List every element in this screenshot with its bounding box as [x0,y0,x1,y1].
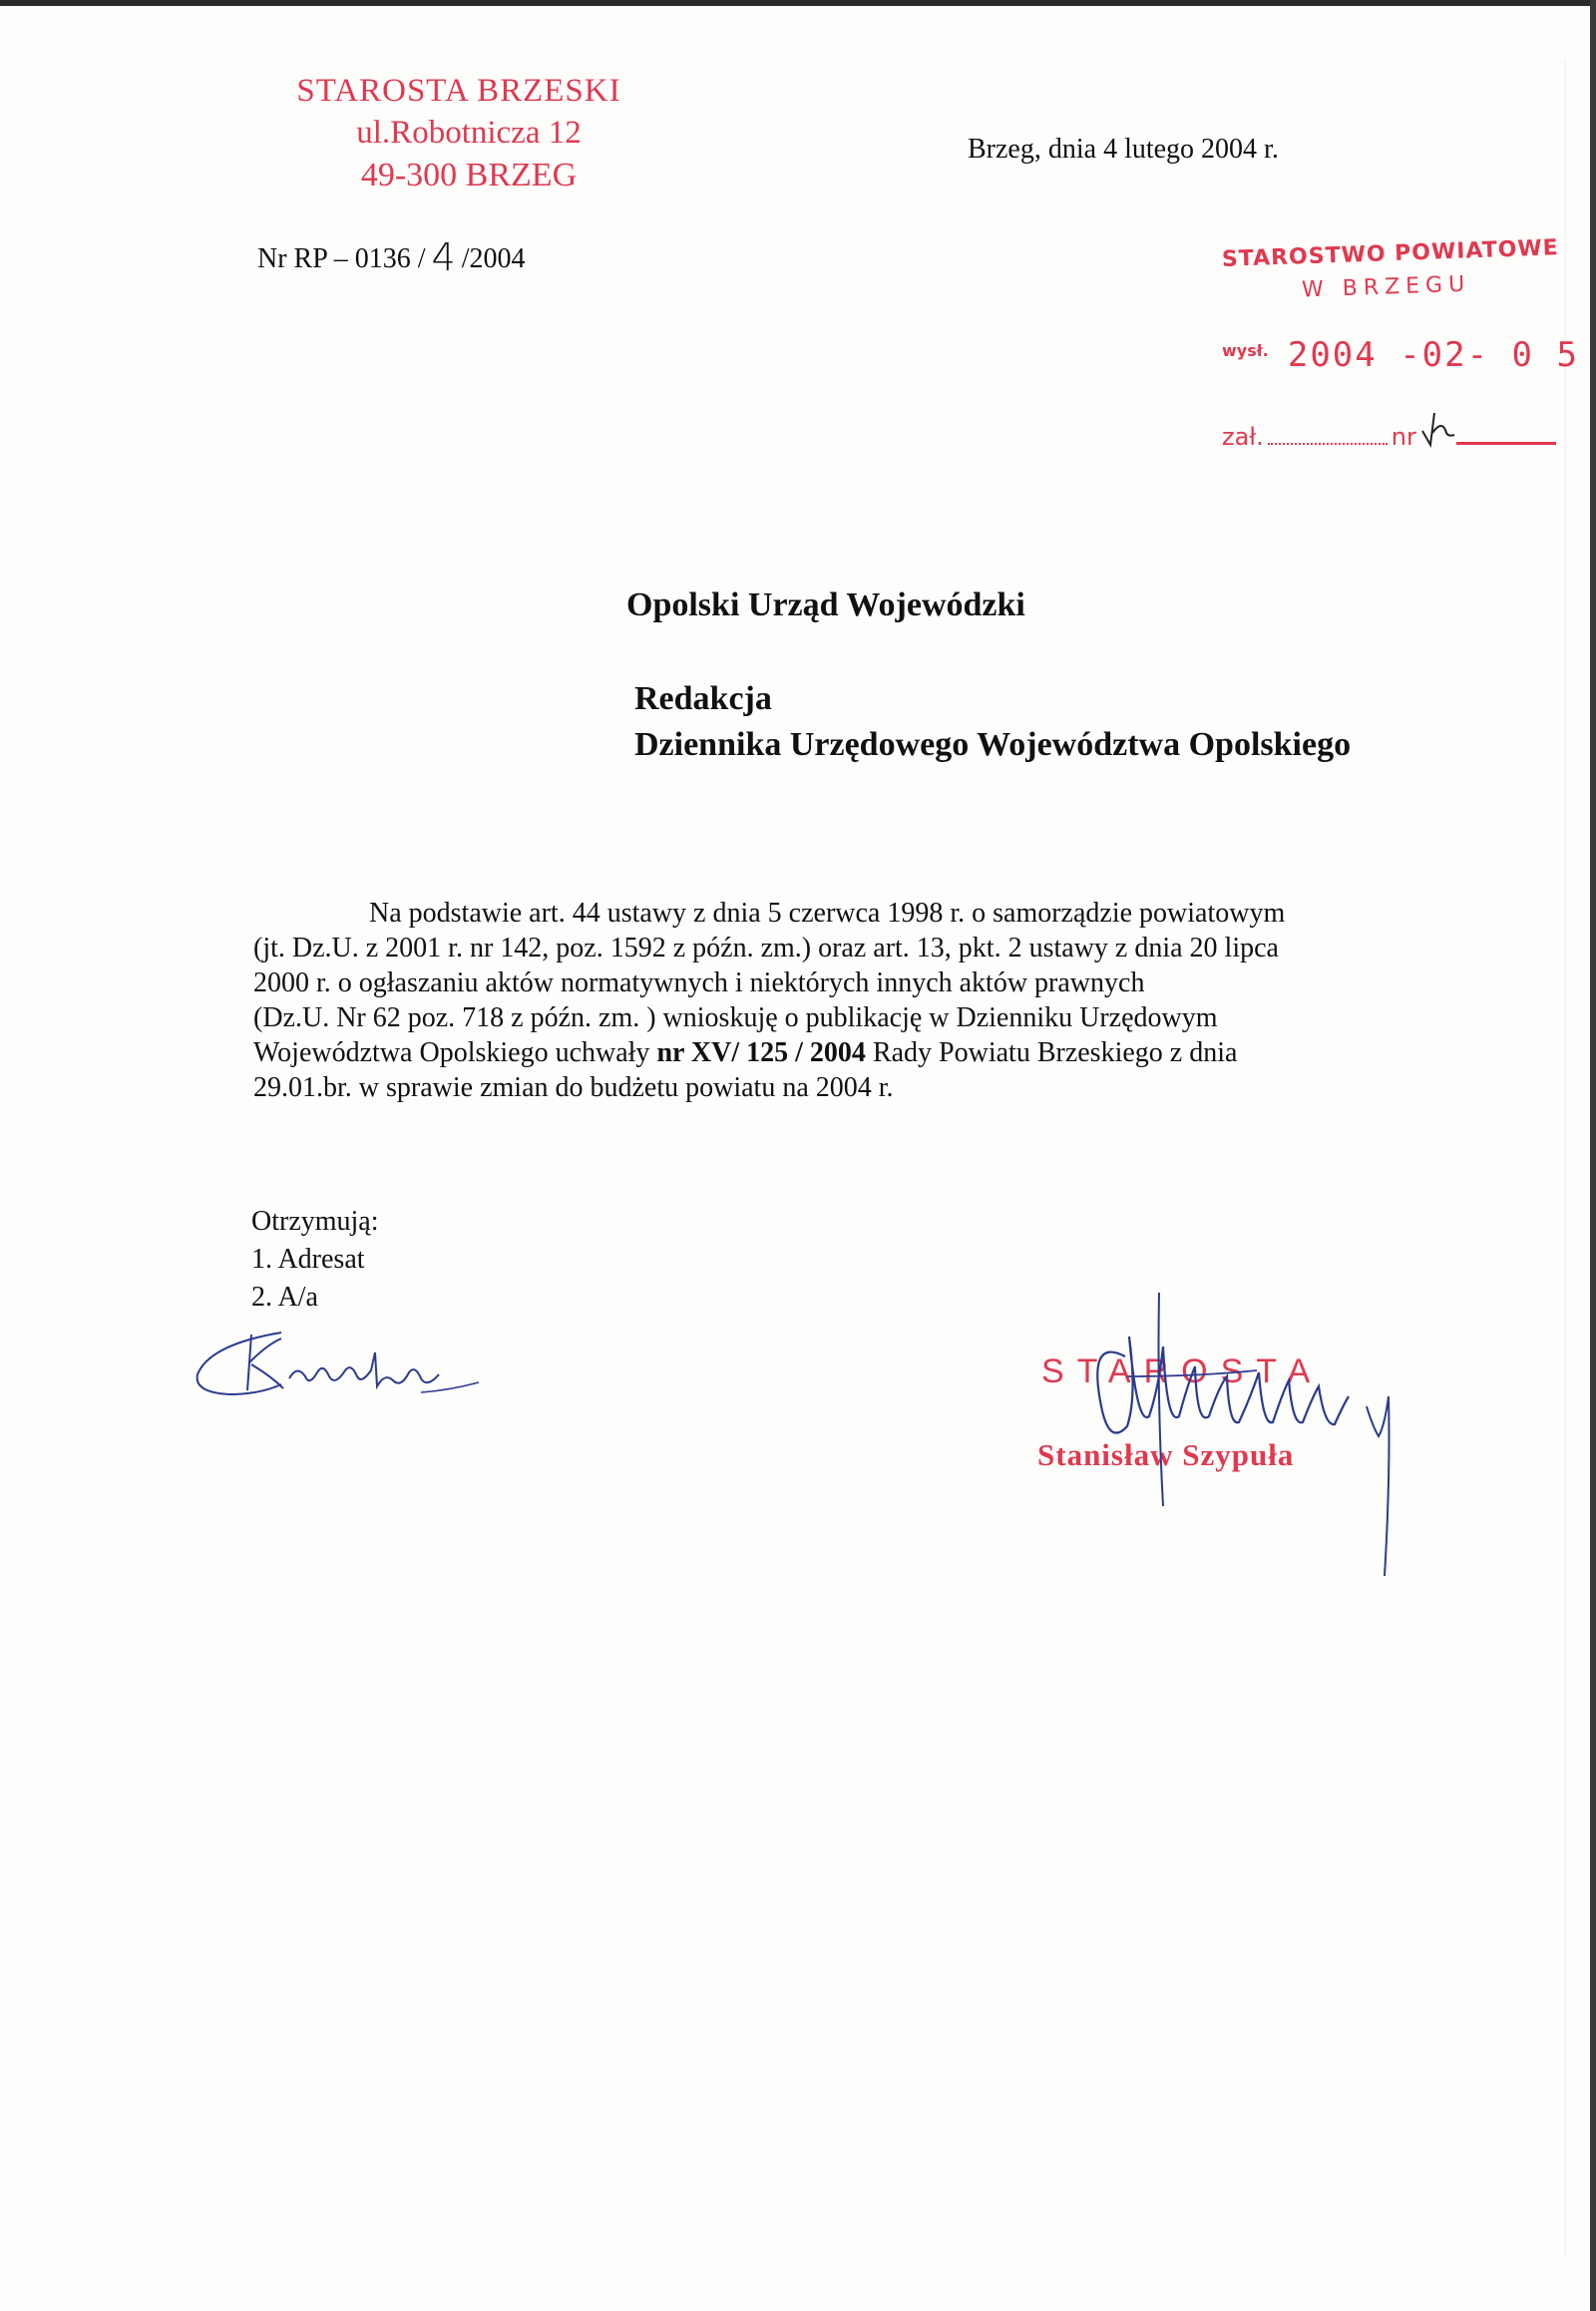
attachment-label: zał. [1222,423,1264,451]
scan-edge-top [0,0,1596,6]
distribution-list [251,1203,379,1317]
initials-mark [1416,409,1456,449]
preparer-signature [190,1315,489,1414]
issuer-street: ul.Robotnicza 12 [356,115,582,151]
body-line-1: Na podstawie art. 44 ustawy z dnia 5 czerwca 1998 r. o samorządzie powiatowym [369,898,1286,929]
recipient-office: Opolski Urząd Wojewódzki [626,586,1025,623]
recipient-block [626,586,1351,764]
body-line-3: 2000 r. o ogłaszaniu aktów normatywnych i niektórych innych aktów prawnych [253,967,1145,998]
distribution-item: 2. A/a [251,1282,318,1313]
recipient-line1: Redakcja [634,680,772,717]
dispatch-stamp-office: STAROSTWO POWIATOWE [1221,235,1560,272]
body-line-5-before: Województwa Opolskiego uchwały [253,1037,657,1068]
scan-edge-right [1590,0,1596,2311]
starosta-signature [1067,1277,1486,1616]
reference-number [257,235,526,279]
distribution-item: 1. Adresat [251,1244,365,1275]
body-line-4: (Dz.U. Nr 62 poz. 718 z późn. zm. ) wnioskuję o publikację w Dzienniku Urzędowym [253,1002,1218,1033]
signatory-name: Stanisław Szypuła [1037,1437,1295,1472]
issuer-title: STAROSTA BRZESKI [296,73,621,109]
issuer-city: 49-300 BRZEG [360,157,578,193]
sent-date: 2004 -02- 0 5 [1287,335,1579,375]
distribution-heading: Otrzymują: [251,1206,379,1237]
sent-label: wysł. [1222,341,1269,360]
number-line [1456,442,1556,445]
place-date: Brzeg, dnia 4 lutego 2004 r. [968,134,1279,165]
signatory-title: STAROSTA [1041,1352,1324,1390]
issuer-stamp [239,70,678,197]
attachment-row [1222,409,1581,451]
reference-suffix: /2004 [461,243,526,274]
resolution-number: nr XV/ 125 / 2004 [656,1037,866,1068]
reference-handwritten-number: 4 [431,235,456,279]
recipient-line2: Dziennika Urzędowego Województwa Opolskiego [634,726,1352,763]
reference-prefix: Nr RP – 0136 / [257,243,426,274]
attachment-dots [1268,443,1388,445]
body-line-2: (jt. Dz.U. z 2001 r. nr 142, poz. 1592 z późn. zm.) oraz art. 13, pkt. 2 ustawy z dnia 20 lipca [253,933,1279,963]
body-line-6: 29.01.br. w sprawie zmian do budżetu powiatu na 2004 r. [253,1072,894,1103]
letter-body [253,896,1470,1105]
dispatch-stamp-date-row [1222,335,1581,375]
dispatch-stamp [1221,235,1581,451]
body-line-5 [253,1035,1470,1070]
number-label: nr [1391,423,1416,451]
dispatch-stamp-city: W BRZEGU [1301,271,1471,303]
body-line-5-after: Rady Powiatu Brzeskiego z dnia [865,1037,1238,1068]
